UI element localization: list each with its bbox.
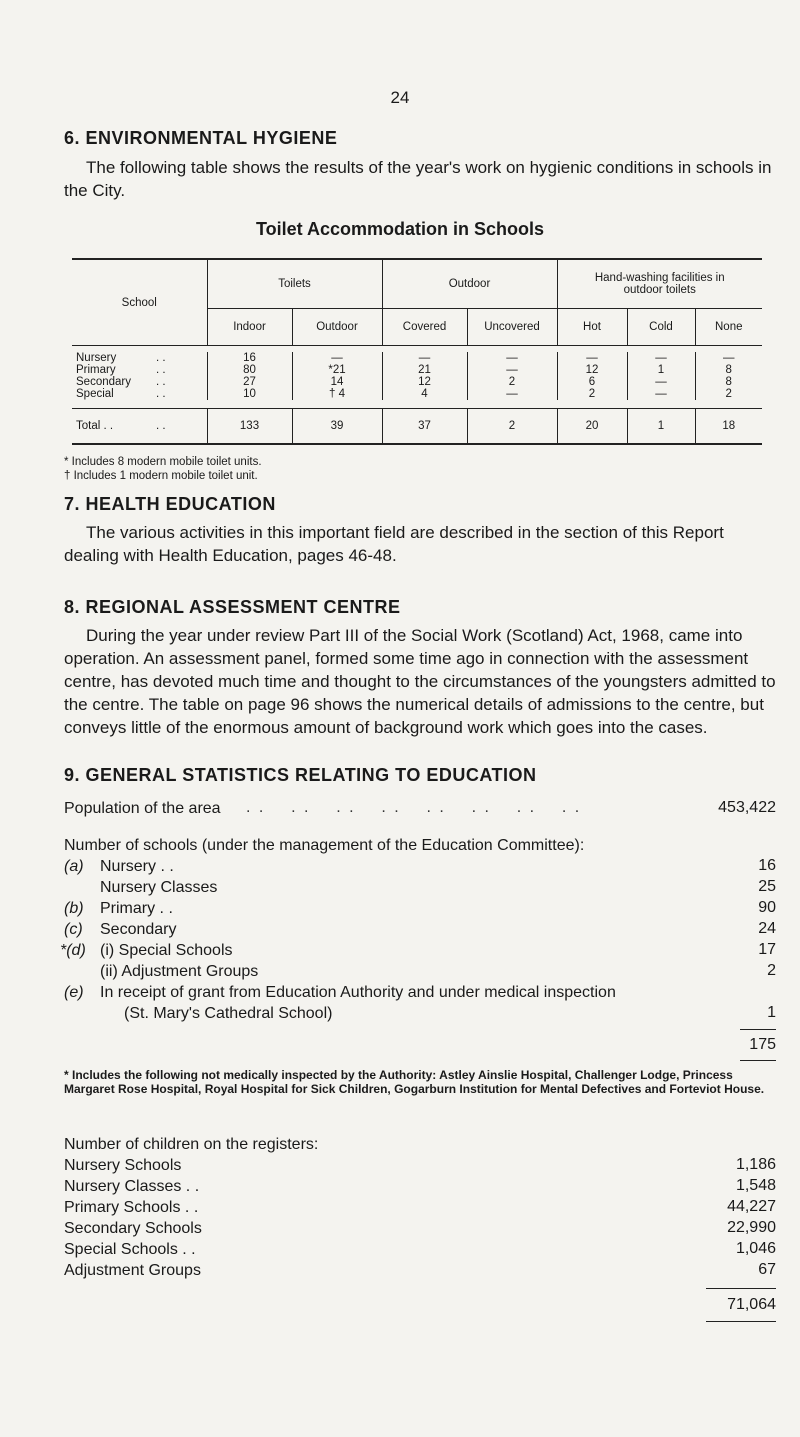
children-label: Adjustment Groups <box>64 1262 201 1279</box>
total-hot: 20 <box>557 409 627 445</box>
schools-mark: (b) <box>64 900 84 917</box>
cell-outdoor: — <box>292 352 382 364</box>
section-6-heading: 6. ENVIRONMENTAL HYGIENE <box>64 128 338 148</box>
row-label: Primary <box>76 364 116 376</box>
schools-label: Nursery Classes <box>100 879 218 896</box>
col-header-indoor: Indoor <box>207 309 292 346</box>
schools-intro: Number of schools (under the management of the Education Committee): <box>64 837 585 854</box>
cell-covered: 4 <box>382 388 467 400</box>
cell-outdoor: 14 <box>292 376 382 388</box>
cell-cold: — <box>627 352 695 364</box>
cell-hot: — <box>557 352 627 364</box>
cell-outdoor: *21 <box>292 364 382 376</box>
cell-cold: — <box>627 376 695 388</box>
children-value: 22,990 <box>727 1219 776 1236</box>
schools-value: 16 <box>758 857 776 874</box>
schools-label: In receipt of grant from Education Authority and under medical inspection <box>100 984 616 1001</box>
children-value: 1,548 <box>735 1177 776 1194</box>
table-row: Nursery . . 16 — — — — — — <box>72 352 762 364</box>
children-intro: Number of children on the registers: <box>64 1136 319 1153</box>
children-label: Special Schools . . <box>64 1241 196 1258</box>
cell-hot: 2 <box>557 388 627 400</box>
schools-label: Primary . . <box>100 900 173 917</box>
cell-indoor: 16 <box>207 352 292 364</box>
total-outdoor: 39 <box>292 409 382 445</box>
schools-total: 175 <box>749 1036 776 1053</box>
col-header-uncovered: Uncovered <box>467 309 557 346</box>
col-header-hot: Hot <box>557 309 627 346</box>
total-uncovered: 2 <box>467 409 557 445</box>
cell-none: 8 <box>695 364 762 376</box>
section-6-paragraph: The following table shows the results of the year's work on hygienic conditions in schools in the City. <box>64 158 772 200</box>
children-value: 44,227 <box>727 1198 776 1215</box>
cell-uncovered: 2 <box>467 376 557 388</box>
cell-none: 2 <box>695 388 762 400</box>
col-header-covered: Covered <box>382 309 467 346</box>
children-value: 1,046 <box>735 1240 776 1257</box>
children-label: Nursery Schools <box>64 1157 182 1174</box>
col-header-none: None <box>695 309 762 346</box>
children-value: 67 <box>758 1261 776 1278</box>
cell-uncovered: — <box>467 364 557 376</box>
schools-label: Secondary <box>100 921 177 938</box>
schools-value: 2 <box>767 962 776 979</box>
children-label: Nursery Classes . . <box>64 1178 200 1195</box>
table-footnote-2: † Includes 1 modern mobile toilet unit. <box>64 470 258 482</box>
cell-indoor: 80 <box>207 364 292 376</box>
schools-label: (ii) Adjustment Groups <box>100 963 259 980</box>
schools-label: (i) Special Schools <box>100 942 233 959</box>
cell-hot: 12 <box>557 364 627 376</box>
col-header-toilets: Toilets <box>207 259 382 309</box>
total-none: 18 <box>695 409 762 445</box>
schools-value: 1 <box>767 1004 776 1021</box>
schools-value: 24 <box>758 920 776 937</box>
cell-covered: 12 <box>382 376 467 388</box>
cell-uncovered: — <box>467 352 557 364</box>
cell-cold: 1 <box>627 364 695 376</box>
population-label: Population of the area <box>64 800 221 817</box>
schools-mark: (c) <box>64 921 83 938</box>
cell-covered: 21 <box>382 364 467 376</box>
col-header-cold: Cold <box>627 309 695 346</box>
sum-rule <box>706 1288 776 1289</box>
sum-rule <box>706 1321 776 1322</box>
leader-dots: . . . . . . . . . . . . . . . . <box>246 799 582 816</box>
children-total: 71,064 <box>727 1296 776 1313</box>
cell-outdoor: † 4 <box>292 388 382 400</box>
cell-cold: — <box>627 388 695 400</box>
schools-label: Nursery . . <box>100 858 174 875</box>
cell-hot: 6 <box>557 376 627 388</box>
col-header-handwash: Hand-washing facilities in outdoor toilets <box>557 259 762 309</box>
cell-uncovered: — <box>467 388 557 400</box>
schools-label: (St. Mary's Cathedral School) <box>124 1005 333 1022</box>
section-7-paragraph: The various activities in this important field are described in the section of this Report dealing with Health Education, pages 46-48. <box>64 523 724 565</box>
cell-none: — <box>695 352 762 364</box>
toilet-accommodation-table <box>72 258 762 445</box>
cell-indoor: 27 <box>207 376 292 388</box>
table-row: Primary . . 80 *21 21 — 12 1 8 <box>72 364 762 376</box>
sum-rule <box>740 1029 776 1030</box>
row-label: Special <box>76 388 114 400</box>
schools-value: 17 <box>758 941 776 958</box>
total-cold: 1 <box>627 409 695 445</box>
population-value: 453,422 <box>718 799 776 816</box>
children-label: Secondary Schools <box>64 1220 202 1237</box>
table-row: Special . . 10 † 4 4 — 2 — 2 <box>72 388 762 400</box>
section-8-paragraph: During the year under review Part III of the Social Work (Scotland) Act, 1968, came into operation. An assessment panel, formed some time ago in connection with the assessment centre, has devoted much time and thought to the circumstances of the youngsters admitted to the centre. The table on page 96 shows the numerical details of admissions to the centre, but conveys little of the enormous amount of background work which goes into the cases. <box>64 626 776 737</box>
row-label: Nursery <box>76 352 117 364</box>
section-8-heading: 8. REGIONAL ASSESSMENT CENTRE <box>64 597 401 617</box>
schools-value: 90 <box>758 899 776 916</box>
total-label: Total . . <box>76 420 114 432</box>
table-row: Secondary . . 27 14 12 2 6 — 8 <box>72 376 762 388</box>
schools-mark: *(d) <box>60 942 86 959</box>
total-covered: 37 <box>382 409 467 445</box>
table-total-row: Total . . . . 133 39 37 2 20 1 18 <box>72 409 762 445</box>
cell-indoor: 10 <box>207 388 292 400</box>
sum-rule <box>740 1060 776 1061</box>
schools-value: 25 <box>758 878 776 895</box>
section-9-heading: 9. GENERAL STATISTICS RELATING TO EDUCATION <box>64 765 537 785</box>
schools-mark: (a) <box>64 858 84 875</box>
schools-footnote: * Includes the following not medically inspected by the Authority: Astley Ainslie Hospital, Challenger Lodge, Princess Margaret Rose Hospital, Royal Hospital for Sick Children, Gogarburn Institution for Mental Defectives and Forteviot House. <box>64 1068 765 1096</box>
table-title: Toilet Accommodation in Schools <box>255 219 545 239</box>
col-header-outdoor: Outdoor <box>382 259 557 309</box>
row-label: Secondary <box>76 376 131 388</box>
table-footnote-1: * Includes 8 modern mobile toilet units. <box>64 456 262 468</box>
children-value: 1,186 <box>735 1156 776 1173</box>
section-7-heading: 7. HEALTH EDUCATION <box>64 494 276 514</box>
col-header-school: School <box>72 259 207 346</box>
total-indoor: 133 <box>207 409 292 445</box>
children-label: Primary Schools . . <box>64 1199 199 1216</box>
schools-mark: (e) <box>64 984 84 1001</box>
cell-none: 8 <box>695 376 762 388</box>
col-header-toilets-outdoor: Outdoor <box>292 309 382 346</box>
cell-covered: — <box>382 352 467 364</box>
page-number: 24 <box>390 88 410 107</box>
